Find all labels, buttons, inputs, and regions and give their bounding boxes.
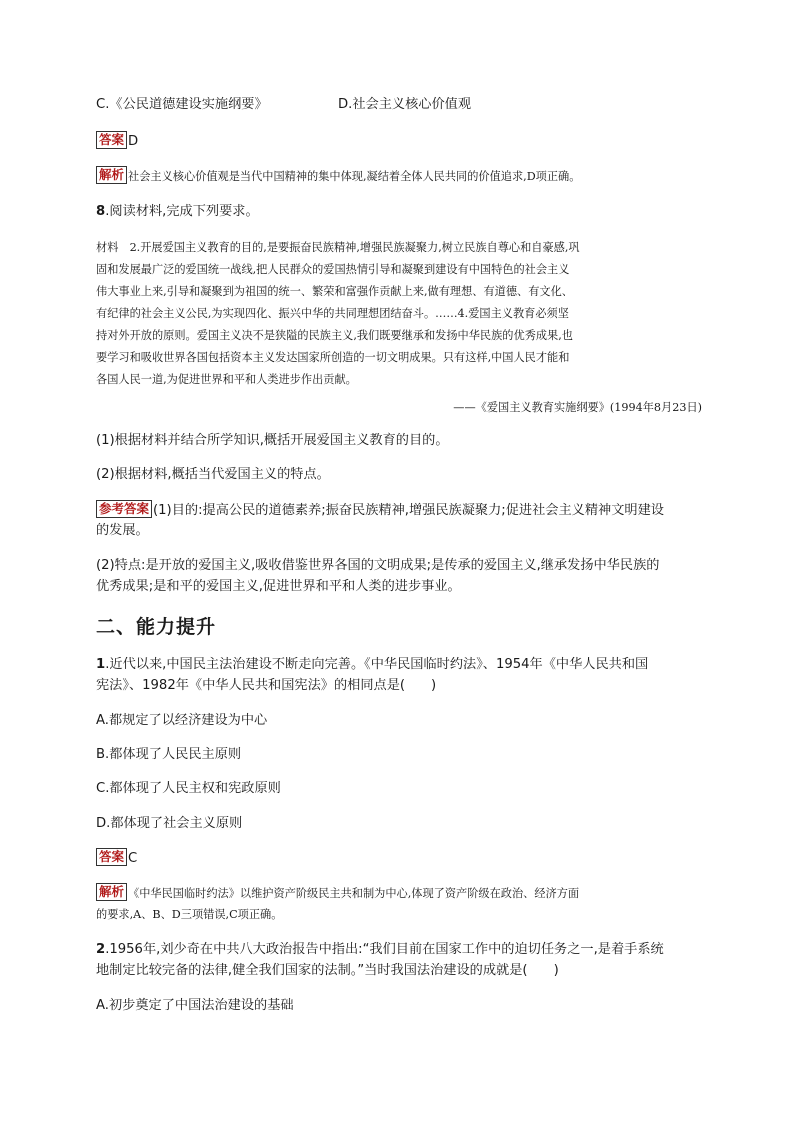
question-2-stem-continued [96,961,559,981]
reference-answer-continued: 的发展。 [96,523,149,538]
option-b: B.都体现了人民民主原则 [96,747,242,762]
material-line: 材料 2.开展爱国主义教育的目的,是要振奋民族精神,增强民族凝聚力,树立民族自尊心和自豪感,巩 [96,241,580,254]
question-1-stem-continued [96,676,436,696]
question-number: 1 [96,657,106,672]
reference-answer-2: (2)特点:是开放的爱国主义,吸收借鉴世界各国的文明成果;是传承的爱国主义,继承发扬中华民族的 [96,558,660,573]
option-a: A.初步奠定了中国法治建设的基础 [96,998,294,1013]
question-1-stem [96,655,648,675]
answer-tag: 答案 [96,848,127,866]
question-text: .近代以来,中国民主法治建设不断走向完善。《中华民国临时约法》、1954年《中华人民共和国 [105,657,649,672]
option-c: C.《公民道德建设实施纲要》 [96,97,268,112]
material-line: 持对外开放的原则。爱国主义决不是狭隘的民族主义,我们既要继承和发扬中华民族的优秀成果,也 [96,329,573,342]
material-source: ——《爱国主义教育实施纲要》(1994年8月23日) [453,401,702,414]
analysis-text: 《中华民国临时约法》以维护资产阶级民主共和制为中心,体现了资产阶级在政治、经济方面 [128,887,580,900]
material-line: 伟大事业上来,引导和凝聚到为祖国的统一、繁荣和富强作贡献上来,做有理想、有道德、有文化、 [96,285,573,298]
reference-answer-tag: 参考答案 [96,500,152,518]
reference-answer-row [96,500,664,521]
option-d: D.社会主义核心价值观 [338,97,472,112]
question-number: 8 [96,204,106,219]
question-text-continued: 地制定比较完备的法律,健全我们国家的法制。”当时我国法治建设的成就是( [96,963,528,978]
analysis-tag: 解析 [96,883,127,901]
material-line: 固和发展最广泛的爱国统一战线,把人民群众的爱国热情引导和凝聚到建设有中国特色的社会主义 [96,263,570,276]
material-line: 有纪律的社会主义公民,为实现四化、振兴中华的共同理想团结奋斗。……4.爱国主义教育必须坚 [96,307,569,320]
answer-tag: 答案 [96,131,127,149]
question-number: 2 [96,942,106,957]
option-c-row [96,95,471,115]
analysis-text: 社会主义核心价值观是当代中国精神的集中体现,凝结着全体人民共同的价值追求,D项正确。 [128,170,581,183]
question-text-continued: 宪法》、1982年《中华人民共和国宪法》的相同点是( [96,678,406,693]
question-2-stem [96,940,664,960]
reference-answer-text: (1)目的:提高公民的道德素养;振奋民族精神,增强民族凝聚力;促进社会主义精神文明建设 [153,503,664,518]
question-8-prompt [96,202,259,222]
material-line: 要学习和吸收世界各国包括资本主义发达国家所创造的一切文明成果。只有这样,中国人民才能和 [96,351,570,364]
question-text: .阅读材料,完成下列要求。 [105,204,259,219]
option-a: A.都规定了以经济建设为中心 [96,713,268,728]
close-paren: ) [431,678,437,693]
analysis-row [96,166,580,187]
option-d: D.都体现了社会主义原则 [96,816,243,831]
sub-question-1: (1)根据材料并结合所学知识,概括开展爱国主义教育的目的。 [96,433,449,448]
analysis-row [96,883,579,904]
sub-question-2: (2)根据材料,概括当代爱国主义的特点。 [96,467,330,482]
analysis-tag: 解析 [96,166,127,184]
close-paren: ) [553,963,559,978]
section-title: 二、能力提升 [96,616,217,638]
answer-value: D [128,134,139,149]
material-line: 各国人民一道,为促进世界和平和人类进步作出贡献。 [96,373,357,386]
answer-row [96,131,138,152]
answer-value: C [128,851,138,866]
answer-row [96,848,137,869]
option-c: C.都体现了人民主权和宪政原则 [96,781,281,796]
analysis-continued: 的要求,A、B、D三项错误,C项正确。 [96,908,283,921]
reference-answer-2-continued: 优秀成果;是和平的爱国主义,促进世界和平和人类的进步事业。 [96,579,461,594]
question-text: .1956年,刘少奇在中共八大政治报告中指出:“我们目前在国家工作中的迫切任务之一,是着手系统 [105,942,664,957]
